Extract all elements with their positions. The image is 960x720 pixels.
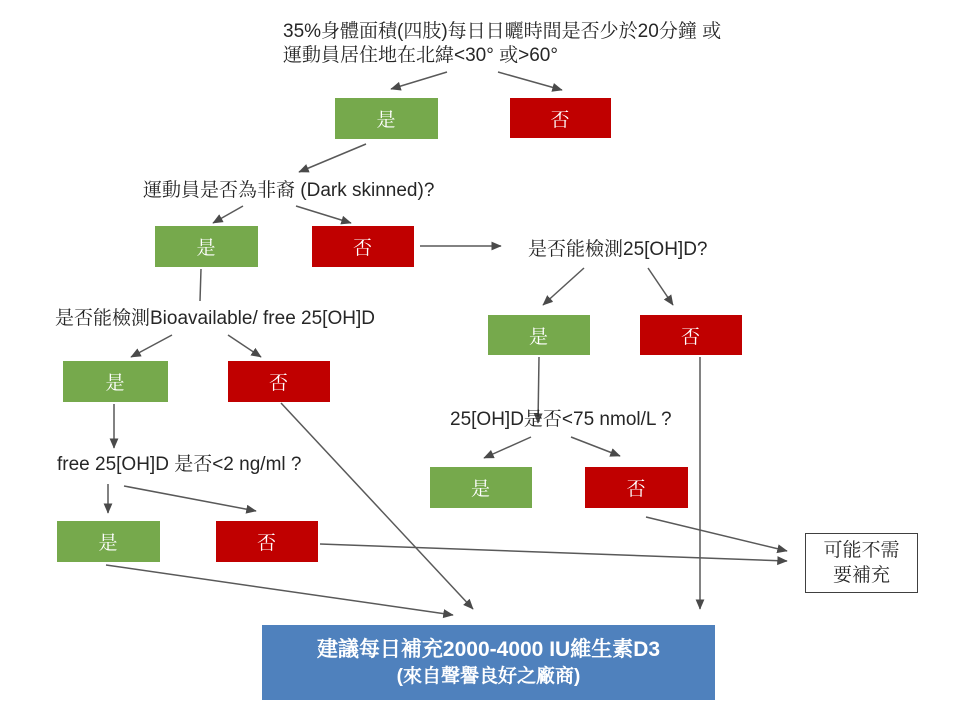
node-bioavailable-no: 否 [228, 361, 330, 402]
node-dark-skin-yes: 是 [155, 226, 258, 267]
node-25ohd-lt75-no: 否 [585, 467, 688, 508]
question-dark-skin: 運動員是否為非裔 (Dark skinned)? [143, 180, 435, 201]
node-sun-yes: 是 [335, 98, 438, 139]
question-free-25ohd-lt2: free 25[OH]D 是否<2 ng/ml ? [57, 454, 302, 475]
question-25ohd-lt75: 25[OH]D是否<75 nmol/L ? [450, 409, 672, 430]
node-sun-no: 否 [510, 98, 611, 138]
outcome-maybe-no-supplement [805, 533, 918, 593]
node-free-lt2-yes: 是 [57, 521, 160, 562]
question-sun-exposure-line1: 35%身體面積(四肢)每日日曬時間是否少於20分鐘 或 [283, 21, 722, 42]
outcome-maybe-no-supplement-line2: 要補充 [832, 565, 890, 586]
outcome-maybe-no-supplement-line1: 可能不需 [823, 540, 900, 561]
outcome-supplement-recommendation [262, 625, 715, 700]
question-sun-exposure-line2: 運動員居住地在北緯<30° 或>60° [283, 45, 558, 66]
outcome-supplement-line2: (來自聲譽良好之廠商) [396, 666, 581, 687]
question-can-test-bioavailable: 是否能檢測Bioavailable/ free 25[OH]D [55, 308, 375, 329]
question-can-test-25ohd: 是否能檢測25[OH]D? [528, 239, 708, 260]
outcome-supplement-line1: 建議每日補充2000-4000 IU維生素D3 [316, 638, 661, 661]
node-free-lt2-no: 否 [216, 521, 318, 562]
node-can-test-25ohd-no: 否 [640, 315, 742, 355]
node-dark-skin-no: 否 [312, 226, 414, 267]
node-bioavailable-yes: 是 [63, 361, 168, 402]
node-25ohd-lt75-yes: 是 [430, 467, 532, 508]
question-sun-exposure [283, 20, 721, 68]
node-can-test-25ohd-yes: 是 [488, 315, 590, 355]
